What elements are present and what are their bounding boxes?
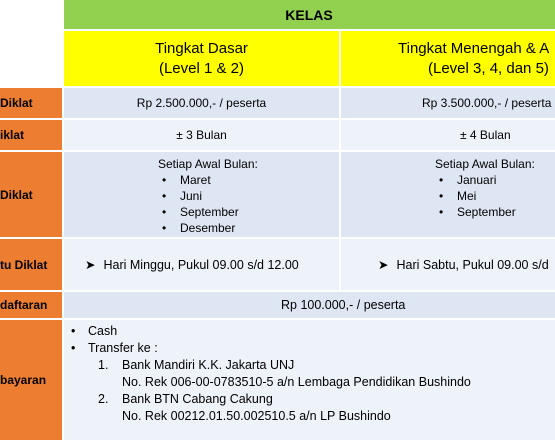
pembayaran-value — [63, 319, 555, 440]
list-item-text: Mei — [457, 189, 477, 203]
arrow-right-icon: ➤ — [85, 258, 96, 272]
row-label-biaya-text: Diklat — [0, 96, 33, 110]
grid-line — [63, 29, 555, 31]
bank-number: 1. — [98, 358, 109, 372]
cash-text: Cash — [88, 324, 118, 338]
lama-dasar-text: ± 3 Bulan — [176, 128, 227, 142]
kelas-title: KELAS — [285, 7, 333, 23]
grid-line — [0, 237, 555, 239]
list-item — [439, 204, 555, 220]
row-label-lama-text: iklat — [0, 128, 25, 142]
row-label-pembayaran — [0, 319, 63, 440]
lama-dasar — [63, 119, 340, 151]
waktu-dasar-text: Hari Minggu, Pukul 09.00 s/d 12.00 — [103, 257, 299, 272]
level-dasar-range: (Level 1 & 2) — [158, 59, 245, 77]
bullet-icon: • — [162, 205, 167, 219]
bullet-icon: • — [71, 324, 76, 338]
bank-account-text: No. Rek 006-00-0783510-5 a/n Lembaga Pendidikan Bushindo — [122, 375, 471, 389]
list-item — [71, 323, 555, 340]
grid-line — [0, 118, 555, 120]
biaya-menengah-text: Rp 3.500.000,- / peserta — [422, 96, 552, 110]
grid-line — [0, 150, 555, 152]
bullet-icon: • — [162, 221, 167, 235]
row-label-pembayaran-text: bayaran — [0, 372, 47, 387]
list-item-text: Maret — [180, 173, 211, 187]
waktu-dasar — [63, 238, 340, 291]
jadwal-menengah — [340, 151, 555, 238]
list-item-text: Desember — [180, 221, 236, 235]
grid-line — [0, 86, 555, 88]
row-label-pendaftaran-text: daftaran — [0, 298, 48, 312]
row-label-pendaftaran — [0, 291, 63, 319]
bullet-icon: • — [439, 189, 444, 203]
row-label-jadwal-text: Diklat — [0, 187, 33, 202]
bank-name: Bank BTN Cabang Cakung — [122, 392, 273, 406]
list-item-text: September — [180, 205, 239, 219]
bullet-icon: • — [439, 173, 444, 187]
lama-menengah — [340, 119, 555, 151]
kelas-header — [63, 0, 555, 30]
bank-account — [71, 408, 555, 425]
waktu-menengah — [340, 238, 555, 291]
biaya-dasar — [63, 87, 340, 119]
list-item-text: Juni — [180, 189, 203, 203]
list-item — [162, 220, 340, 236]
bullet-icon: • — [162, 189, 167, 203]
waktu-menengah-text: Hari Sabtu, Pukul 09.00 s/d — [396, 257, 549, 272]
jadwal-dasar-intro: Setiap Awal Bulan: — [158, 157, 258, 171]
jadwal-dasar-list — [162, 172, 340, 236]
list-item — [439, 172, 555, 188]
level-header-dasar — [63, 30, 340, 87]
list-item — [439, 188, 555, 204]
bank-number: 2. — [98, 392, 109, 406]
bank-account-text: No. Rek 00212.01.50.002510.5 a/n LP Bushindo — [122, 409, 391, 423]
list-item-text: September — [457, 205, 516, 219]
pendaftaran-value-text: Rp 100.000,- / peserta — [281, 298, 406, 312]
list-item — [162, 172, 340, 188]
bank-item — [71, 357, 555, 374]
row-label-waktu — [0, 238, 63, 291]
grid-line — [0, 290, 555, 292]
bullet-icon: • — [162, 173, 167, 187]
level-menengah-title: Tingkat Menengah & A — [398, 39, 550, 57]
bullet-icon: • — [439, 205, 444, 219]
bullet-icon: • — [71, 341, 76, 355]
transfer-text: Transfer ke : — [88, 341, 158, 355]
bank-account — [71, 374, 555, 391]
jadwal-menengah-intro: Setiap Awal Bulan: — [435, 157, 535, 171]
biaya-dasar-text: Rp 2.500.000,- / peserta — [136, 96, 267, 110]
level-header-menengah — [340, 30, 555, 87]
grid-line — [0, 318, 555, 320]
list-item — [71, 340, 555, 357]
level-menengah-range: (Level 3, 4, dan 5) — [428, 59, 549, 77]
pendaftaran-value — [63, 291, 555, 319]
jadwal-dasar — [63, 151, 340, 238]
list-item — [162, 204, 340, 220]
grid-line — [62, 0, 64, 440]
list-item-text: Januari — [457, 173, 497, 187]
row-label-biaya — [0, 87, 63, 119]
level-dasar-title: Tingkat Dasar — [155, 39, 248, 57]
row-label-jadwal — [0, 151, 63, 238]
arrow-right-icon: ➤ — [378, 258, 389, 272]
lama-menengah-text: ± 4 Bulan — [460, 128, 511, 142]
grid-line — [339, 30, 341, 291]
row-label-lama — [0, 119, 63, 151]
row-label-waktu-text: tu Diklat — [0, 257, 48, 272]
jadwal-menengah-list — [439, 172, 555, 220]
bank-item — [71, 391, 555, 408]
biaya-menengah — [340, 87, 555, 119]
list-item — [162, 188, 340, 204]
bank-name: Bank Mandiri K.K. Jakarta UNJ — [122, 358, 295, 372]
